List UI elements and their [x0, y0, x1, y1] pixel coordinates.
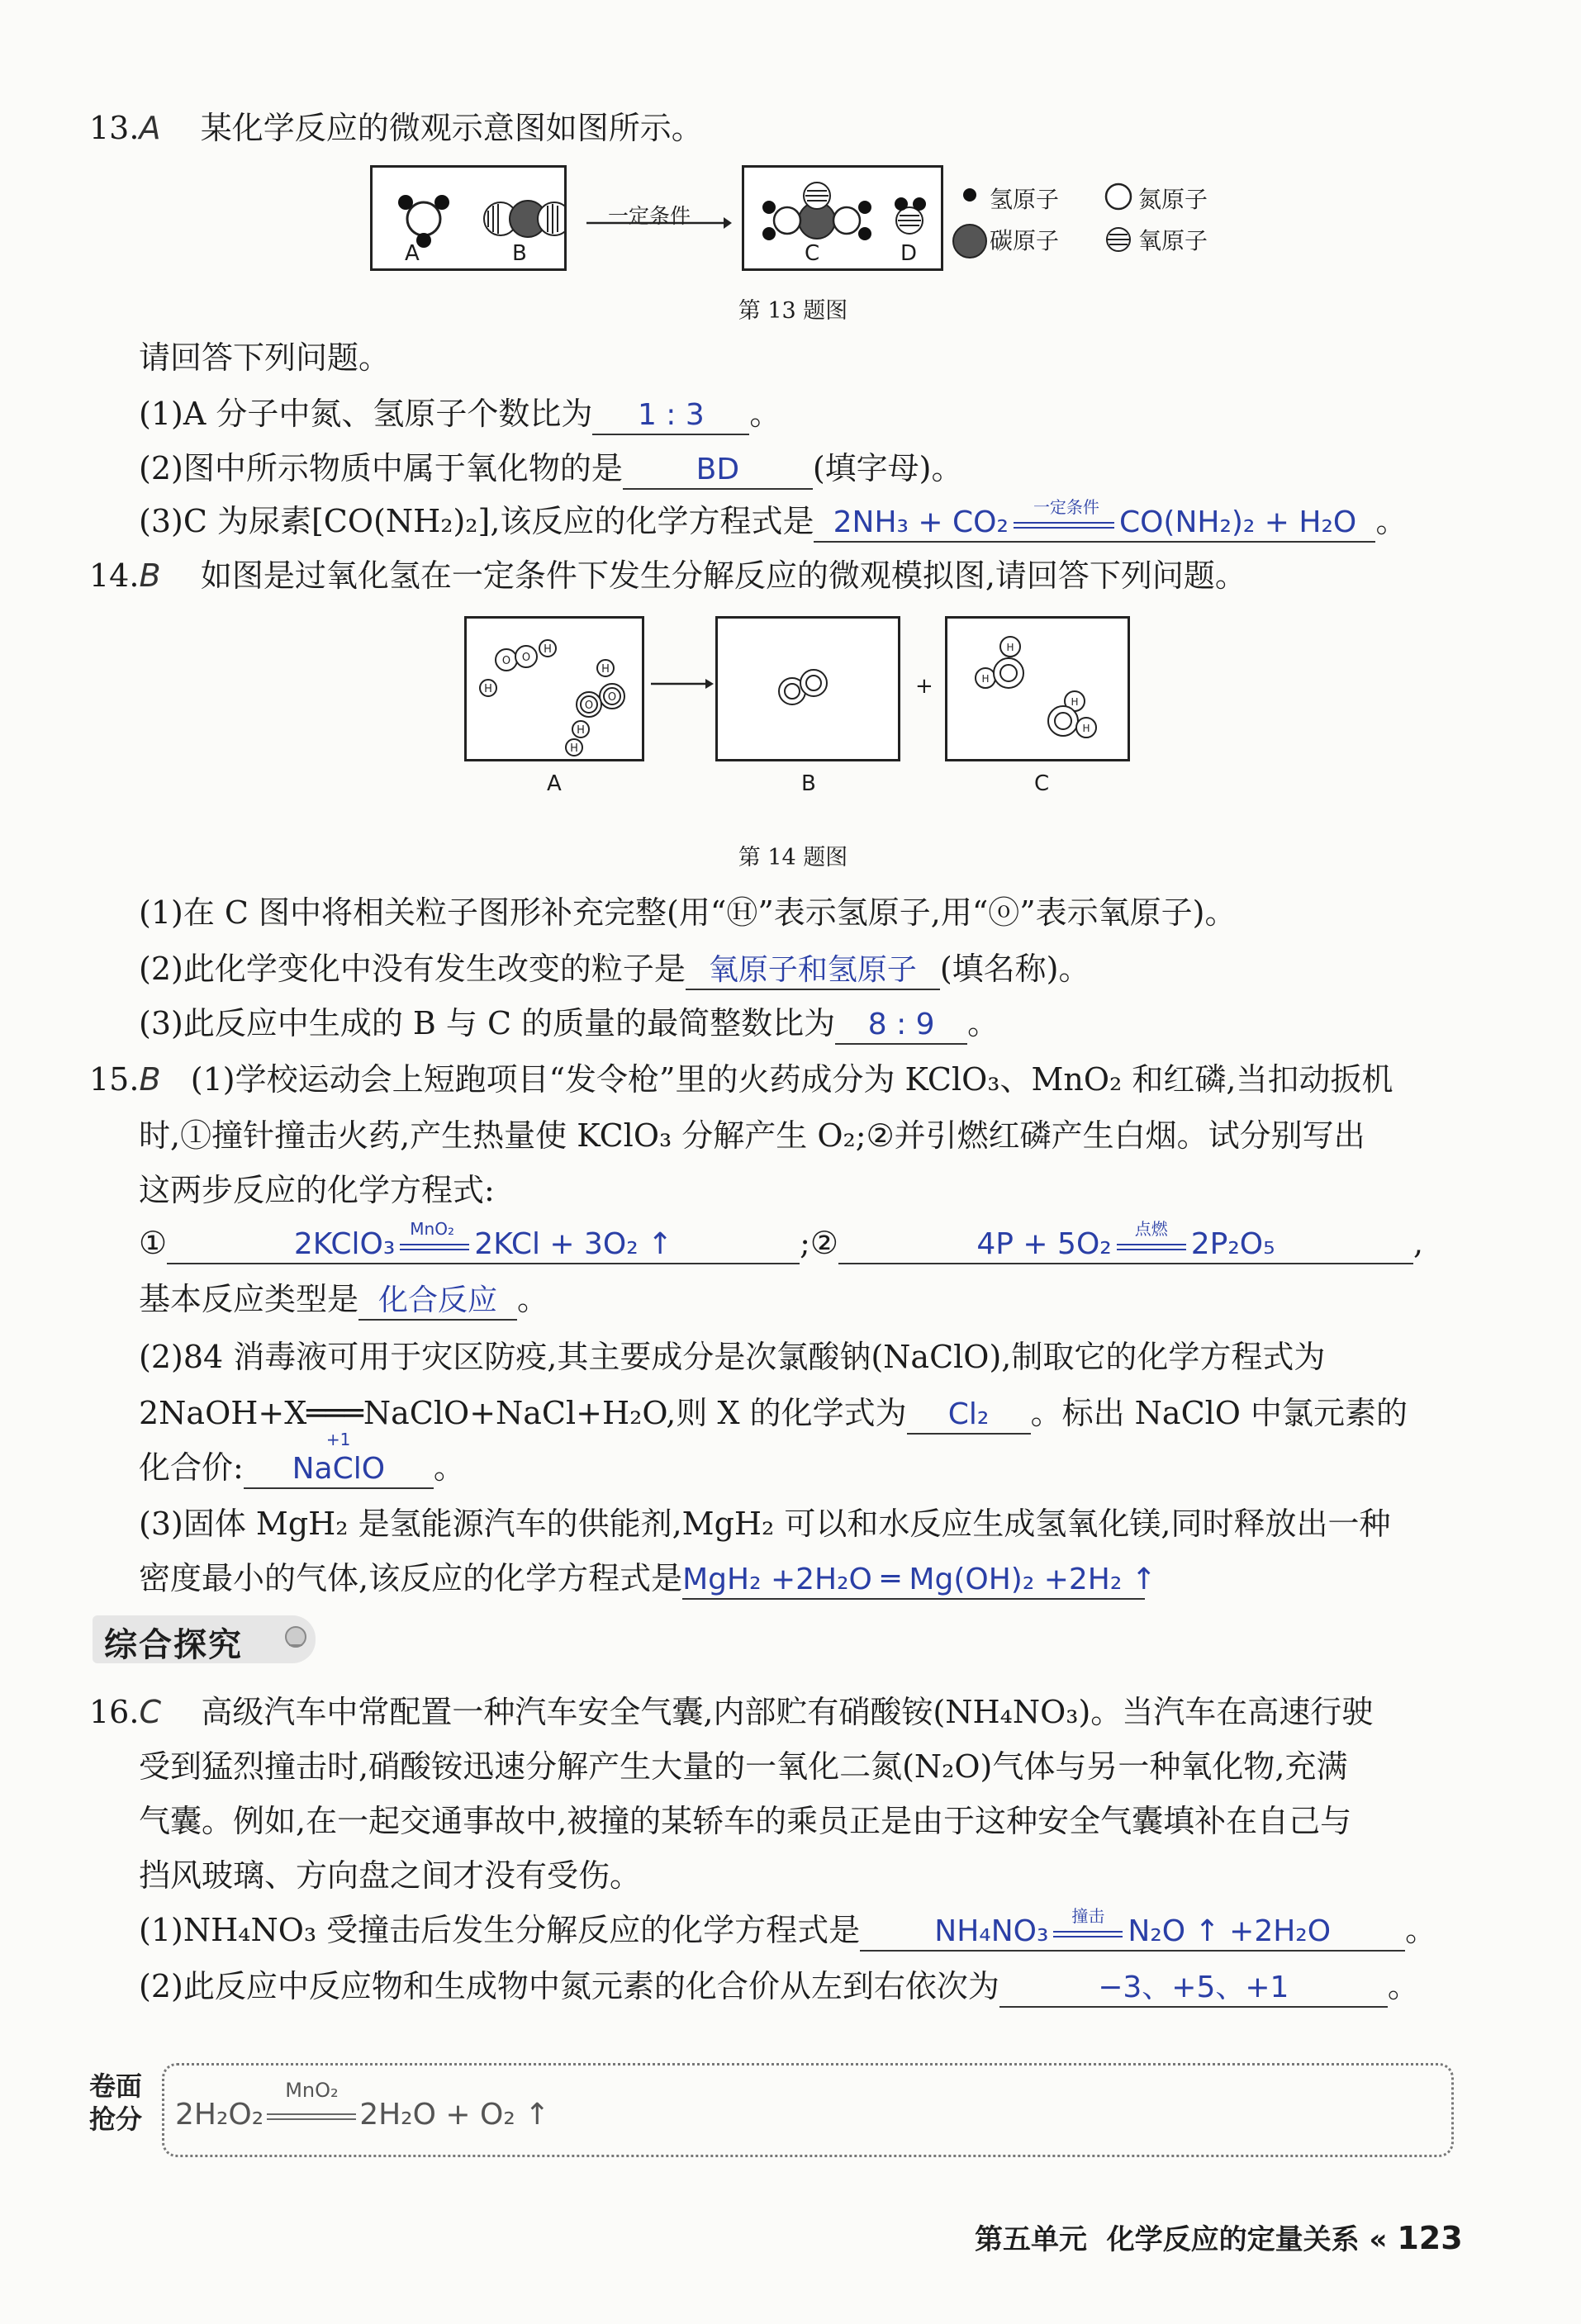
q15-p2-valence-blank — [244, 1430, 434, 1489]
q16-line1-text: 高级汽车中常配置一种汽车安全气囊,内部贮有硝酸铵(NH₄NO₃)。当汽车在高速行驶 — [201, 1694, 1374, 1730]
q14-plus: + — [915, 674, 933, 699]
section-header — [93, 1615, 316, 1663]
q16-part1-blank — [860, 1905, 1405, 1952]
q15-p3-line2-text: 密度最小的气体,该反应的化学方程式是 — [139, 1560, 683, 1596]
q16-part1 — [139, 1905, 1437, 1952]
q14-part3 — [139, 1003, 999, 1045]
q16-part1-end: 。 — [1405, 1912, 1437, 1948]
q14-part3-answer: 8 : 9 — [867, 1008, 935, 1041]
q15-eq1-left: 2KClO₃ — [293, 1227, 396, 1261]
q16-line2: 受到猛烈撞击时,硝酸铵迅速分解产生大量的一氧化二氮(N₂O)气体与另一种氧化物,充满 — [139, 1748, 1348, 1785]
q14-label-c: C — [1034, 771, 1050, 796]
svg-text:H: H — [981, 673, 990, 685]
q15-p2-end: 。 — [433, 1449, 465, 1486]
q13-stem-text: 某化学反应的微观示意图如图所示。 — [200, 110, 703, 146]
q13-part3-end: 。 — [1375, 503, 1408, 539]
q14-box-a — [464, 616, 644, 761]
q15-line1-text: (1)学校运动会上短跑项目“发令枪”里的火药成分为 KClO₃、MnO₂ 和红磷,当扣动扳机 — [190, 1061, 1393, 1098]
q14-molecules-a — [467, 619, 642, 759]
nitrogen-atom-icon — [1104, 182, 1133, 211]
q16-part2-blank — [999, 1968, 1388, 2008]
q14-caption: 第 14 题图 — [738, 845, 848, 870]
carbon-atom-icon — [952, 223, 988, 259]
svg-text:H: H — [1006, 642, 1014, 653]
q13-part2-answer: BD — [696, 453, 740, 486]
handwriting-cond: MnO₂ — [285, 2079, 339, 2102]
q16-line3: 气囊。例如,在一起交通事故中,被撞的某轿车的乘员正是由于这种安全气囊填补在自己与 — [139, 1803, 1352, 1839]
q13-intro: 请回答下列问题。 — [139, 339, 391, 376]
q14-stem — [89, 555, 1246, 596]
q15-p3-answer: MgH₂ +2H₂O ═ Mg(OH)₂ +2H₂ ↑ — [682, 1563, 1156, 1596]
q15-eq1-mark: ① — [139, 1225, 168, 1261]
q16-part2-answer: −3、+5、+1 — [1098, 1971, 1289, 2004]
q15-p2-line2-text: 2NaOH+X═══NaClO+NaCl+H₂O,则 X 的化学式为 — [139, 1395, 907, 1431]
q13-part1-blank — [592, 396, 749, 435]
svg-text:O: O — [501, 655, 511, 667]
svg-text:O: O — [584, 700, 594, 712]
q13-label-c: C — [805, 241, 820, 266]
q14-part3-blank — [835, 1005, 967, 1045]
q16-number: 16. — [89, 1694, 140, 1730]
q14-part2-text: (2)此化学变化中没有发生改变的粒子是 — [139, 951, 686, 987]
q14-grade: B — [139, 557, 161, 594]
q14-molecules-b — [718, 619, 898, 759]
q15-type-end: 。 — [517, 1281, 549, 1317]
q14-stem-text: 如图是过氧化氢在一定条件下发生分解反应的微观模拟图,请回答下列问题。 — [200, 557, 1246, 594]
q13-part3-text: (3)C 为尿素[CO(NH₂)₂],该反应的化学方程式是 — [139, 503, 814, 539]
svg-text:O: O — [521, 652, 531, 664]
q13-grade: A — [139, 110, 161, 146]
q13-condition: 一定条件 — [608, 204, 691, 228]
q13-part2-end: (填字母)。 — [812, 450, 963, 486]
svg-text:H: H — [544, 643, 552, 656]
q14-part3-text: (3)此反应中生成的 B 与 C 的质量的最简整数比为 — [139, 1005, 836, 1041]
arrow-right-icon — [585, 213, 734, 233]
q15-type-answer: 化合反应 — [378, 1283, 498, 1317]
q15-p2-valence: +1 — [325, 1430, 351, 1449]
lightbulb-icon — [281, 1622, 314, 1655]
q15-number: 15. — [89, 1061, 140, 1098]
q16-part1-sign — [1048, 1905, 1128, 1947]
q14-part2-blank — [686, 951, 940, 990]
badge-label-2: 抢分 — [89, 2103, 143, 2135]
q15-p2-line3-text: 化合价: — [139, 1449, 244, 1486]
q14-label-a: A — [547, 771, 562, 796]
q15-eq2-left: 4P + 5O₂ — [976, 1227, 1112, 1261]
q13-part2 — [139, 448, 963, 490]
footer-arrow-icon: « — [1369, 2223, 1388, 2256]
q15-eq2-cond: 点燃 — [1134, 1218, 1168, 1239]
q13-part3-eq-right: CO(NH₂)₂ + H₂O — [1118, 505, 1357, 539]
handwriting-badge — [89, 2070, 164, 2136]
svg-text:H: H — [601, 663, 610, 676]
q14-label-b: B — [801, 771, 816, 796]
q15-line2: 时,①撞针撞击火药,产生热量使 KClO₃ 分解产生 O₂;②并引燃红磷产生白烟。试分别写出 — [139, 1117, 1365, 1154]
q15-equations — [139, 1218, 1424, 1264]
q15-type — [139, 1278, 548, 1321]
q15-type-blank — [358, 1281, 517, 1321]
arrow-right-icon — [649, 676, 715, 692]
q15-type-text: 基本反应类型是 — [139, 1281, 359, 1317]
svg-text:H: H — [570, 742, 578, 755]
q15-p2-x-answer: Cl₂ — [947, 1397, 990, 1431]
q14-molecules-c — [947, 619, 1128, 759]
q15-eq1-sign — [395, 1218, 474, 1260]
legend-nitrogen: 氮原子 — [1138, 186, 1208, 213]
q13-part1-answer: 1 : 3 — [637, 398, 705, 432]
handwriting-equation — [175, 2079, 550, 2132]
q13-part3-eq-sign — [1009, 496, 1119, 538]
q16-line1 — [89, 1691, 1373, 1733]
q13-label-b: B — [512, 241, 527, 266]
q15-eq1-right: 2KCl + 3O₂ ↑ — [474, 1227, 673, 1261]
q15-p2-naclo: NaClO — [292, 1452, 386, 1486]
q15-p2-line1: (2)84 消毒液可用于灾区防疫,其主要成分是次氯酸钠(NaClO),制取它的化学方程式为 — [139, 1339, 1326, 1375]
q15-p2-line3 — [139, 1430, 465, 1489]
q13-caption: 第 13 题图 — [738, 298, 848, 324]
footer-title: 化学反应的定量关系 — [1106, 2223, 1360, 2256]
q14-box-c — [945, 616, 1130, 761]
q15-p3-line2 — [139, 1558, 1156, 1600]
q13-part3 — [139, 496, 1408, 543]
legend-hydrogen: 氢原子 — [990, 186, 1060, 213]
q14-number: 14. — [89, 557, 140, 594]
q15-p2-line2 — [139, 1392, 1408, 1435]
q13-part2-blank — [623, 450, 813, 490]
q13-part1-text: (1)A 分子中氮、氢原子个数比为 — [139, 396, 593, 432]
q14-box-b — [715, 616, 900, 761]
q13-label-a: A — [405, 241, 420, 266]
q16-part1-left: NH₄NO₃ — [934, 1914, 1049, 1948]
q13-box-left — [370, 165, 567, 271]
q16-part1-text: (1)NH₄NO₃ 受撞击后发生分解反应的化学方程式是 — [139, 1912, 861, 1948]
svg-text:H: H — [577, 724, 585, 737]
q16-part1-cond: 撞击 — [1071, 1905, 1105, 1926]
q16-line4: 挡风玻璃、方向盘之间才没有受伤。 — [139, 1857, 642, 1894]
q15-line1 — [89, 1059, 1393, 1100]
q13-part1-end: 。 — [749, 396, 781, 432]
svg-text:O: O — [607, 691, 617, 704]
q13-part1 — [139, 393, 781, 435]
q16-part1-right: N₂O ↑ +2H₂O — [1128, 1914, 1332, 1948]
q15-p3-line1: (3)固体 MgH₂ 是氢能源汽车的供能剂,MgH₂ 可以和水反应生成氢氧化镁,同时释放出一种 — [139, 1506, 1391, 1542]
q14-part2-answer: 氧原子和氢原子 — [708, 953, 917, 987]
q15-eq-separator: ;② — [800, 1225, 838, 1261]
q13-number: 13. — [89, 110, 140, 146]
section-title: 综合探究 — [104, 1626, 243, 1664]
legend-carbon: 碳原子 — [990, 227, 1060, 254]
svg-text:H: H — [1082, 723, 1090, 734]
q13-label-d: D — [900, 241, 918, 266]
footer-unit: 第五单元 — [975, 2223, 1087, 2256]
q15-eq2-sign — [1112, 1218, 1191, 1260]
q13-part3-eq-left: 2NH₃ + CO₂ — [833, 505, 1009, 539]
q15-eq2-blank — [838, 1218, 1413, 1264]
q15-p3-blank — [682, 1560, 1156, 1600]
q15-line3: 这两步反应的化学方程式: — [139, 1172, 495, 1208]
handwriting-left: 2H₂O₂ — [175, 2098, 264, 2132]
hydrogen-atom-icon — [960, 185, 980, 205]
q13-stem — [89, 107, 703, 149]
q13-part3-cond: 一定条件 — [1033, 496, 1099, 517]
q16-part2 — [139, 1966, 1419, 2008]
svg-text:H: H — [1071, 696, 1079, 708]
svg-text:H: H — [484, 683, 492, 695]
q14-part2 — [139, 948, 1090, 990]
q15-p2-x-blank — [907, 1395, 1031, 1435]
q13-part2-text: (2)图中所示物质中属于氧化物的是 — [139, 450, 623, 486]
q15-grade: B — [139, 1061, 161, 1098]
q16-part2-end: 。 — [1387, 1968, 1419, 2004]
q15-eq1-cond: MnO₂ — [410, 1218, 454, 1239]
q16-part2-text: (2)此反应中反应物和生成物中氮元素的化合价从左到右依次为 — [139, 1968, 999, 2004]
handwriting-eq-sign — [264, 2079, 359, 2130]
q13-part3-blank — [814, 496, 1375, 543]
page-footer — [975, 2217, 1463, 2257]
q16-grade: C — [139, 1694, 161, 1730]
q15-eq2-right: 2P₂O₅ — [1190, 1227, 1275, 1261]
q15-eq-end: , — [1412, 1225, 1424, 1261]
q14-part3-end: 。 — [967, 1005, 999, 1041]
handwriting-right: 2H₂O + O₂ ↑ — [359, 2098, 550, 2132]
q15-eq1-blank — [167, 1218, 800, 1264]
q15-p2-line2-end: 。标出 NaClO 中氯元素的 — [1030, 1395, 1408, 1431]
q14-part1: (1)在 C 图中将相关粒子图形补充完整(用“Ⓗ”表示氢原子,用“ⓞ”表示氧原子)。 — [139, 894, 1237, 931]
q13-molecules-ab — [373, 168, 564, 268]
page-number: 123 — [1397, 2220, 1463, 2256]
badge-label-1: 卷面 — [89, 2070, 143, 2102]
q14-part2-end: (填名称)。 — [939, 951, 1090, 987]
legend-oxygen: 氧原子 — [1138, 227, 1208, 254]
oxygen-atom-icon — [1104, 225, 1133, 254]
